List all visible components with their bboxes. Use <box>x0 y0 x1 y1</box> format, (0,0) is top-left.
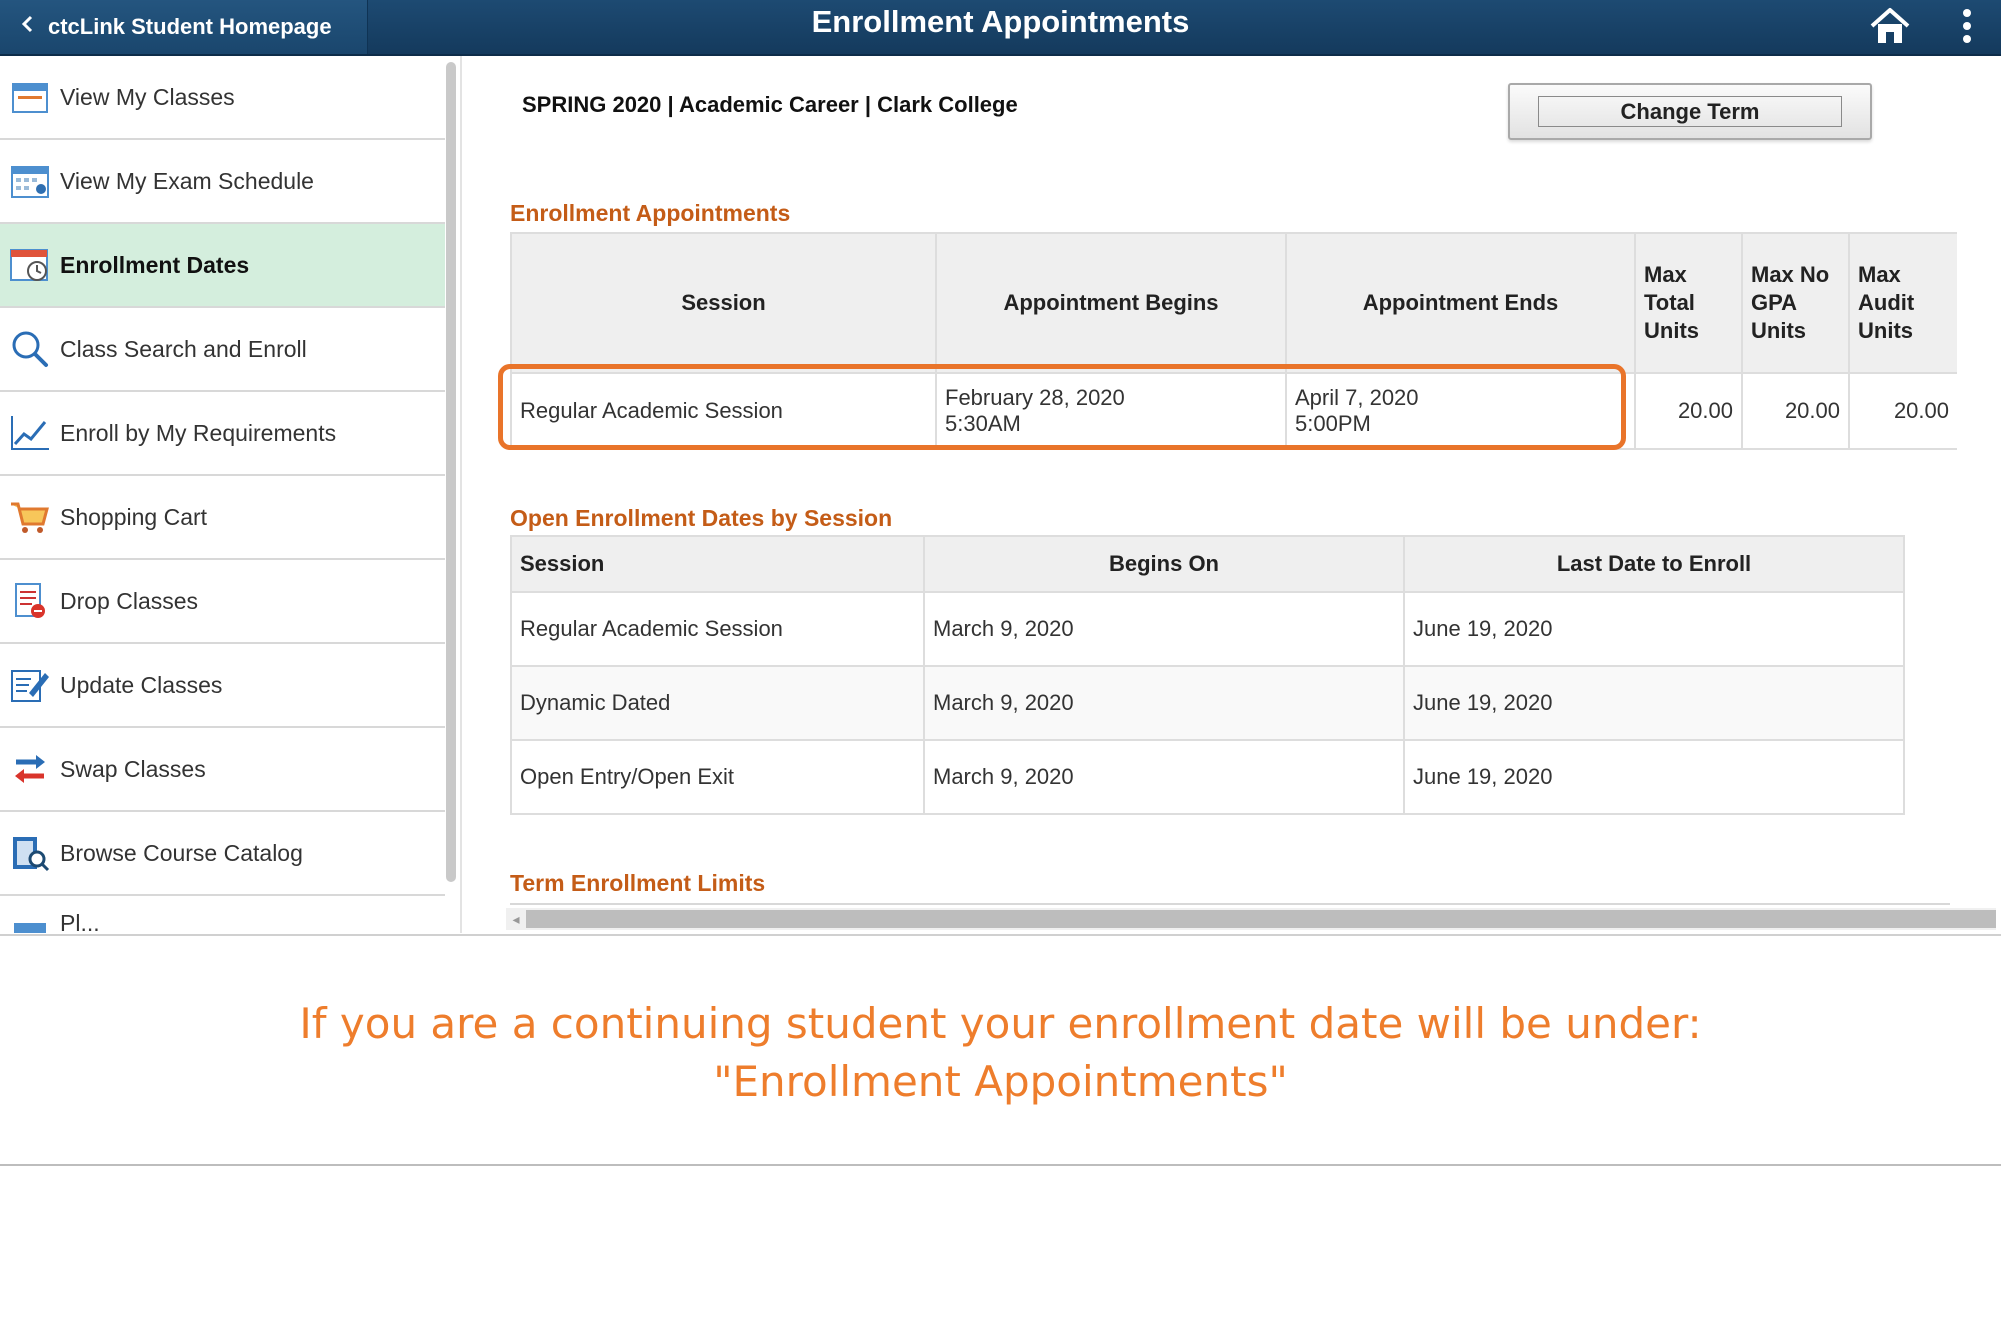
sidebar-item-browse-course-catalog[interactable] <box>0 812 445 896</box>
cell-session: Open Entry/Open Exit <box>511 740 924 814</box>
sidebar-item-label: Drop Classes <box>60 587 199 614</box>
scroll-left-icon[interactable]: ◂ <box>512 911 520 927</box>
page-title: Enrollment Appointments <box>811 4 1190 39</box>
table-header-row <box>511 233 1957 373</box>
sidebar-item-shopping-cart[interactable] <box>0 476 445 560</box>
table-row <box>511 592 1904 666</box>
back-button-label: ctcLink Student Homepage <box>48 14 332 39</box>
begins-date: February 28, 2020 <box>945 385 1125 410</box>
sidebar-item-label: Shopping Cart <box>60 503 208 530</box>
screenshot-bottom-edge <box>0 934 2001 936</box>
calendar-grid-icon <box>0 139 60 223</box>
column-header-last-date-to-enroll: Last Date to Enroll <box>1404 536 1904 592</box>
cell-max-total-units: 20.00 <box>1635 373 1742 449</box>
open-enrollment-title: Open Enrollment Dates by Session <box>510 505 893 531</box>
cell-begins-on: March 9, 2020 <box>924 740 1404 814</box>
sidebar-item-label: View My Exam Schedule <box>60 167 314 194</box>
drop-list-icon <box>0 559 60 643</box>
sidebar-item-enrollment-dates[interactable] <box>0 224 445 308</box>
column-header-session: Session <box>511 536 924 592</box>
planner-icon <box>0 910 60 933</box>
sidebar-nav <box>0 56 445 933</box>
calendar-icon <box>0 56 60 139</box>
cart-icon <box>0 475 60 559</box>
cell-appointment-ends <box>1286 373 1635 449</box>
sidebar-item-label: View My Classes <box>60 83 235 110</box>
sidebar-item-view-my-exam-schedule[interactable] <box>0 140 445 224</box>
sidebar-item-label: Pl... <box>60 910 100 933</box>
sidebar-item-label: Swap Classes <box>60 755 206 782</box>
term-enrollment-limits-title: Term Enrollment Limits <box>510 870 766 896</box>
sidebar-item-planner[interactable] <box>0 896 445 933</box>
sidebar-item-enroll-by-my-requirements[interactable] <box>0 392 445 476</box>
column-header-session: Session <box>511 233 936 373</box>
sidebar-item-swap-classes[interactable] <box>0 728 445 812</box>
sidebar-divider <box>460 56 462 933</box>
begins-time: 5:30AM <box>945 411 1021 436</box>
scrollbar-thumb[interactable] <box>526 910 1996 928</box>
sidebar-item-label: Enroll by My Requirements <box>60 419 337 446</box>
cell-appointment-begins <box>936 373 1286 449</box>
sidebar-item-label: Enrollment Dates <box>60 251 250 278</box>
instruction-caption <box>0 995 2001 1111</box>
more-vertical-icon[interactable] <box>1955 4 1979 48</box>
change-term-button[interactable] <box>1508 83 1872 140</box>
enrollment-appointments-table <box>510 232 1957 450</box>
ends-time: 5:00PM <box>1295 411 1371 436</box>
horizontal-scrollbar[interactable] <box>506 908 1996 930</box>
chart-line-icon <box>0 391 60 475</box>
cell-begins-on: March 9, 2020 <box>924 592 1404 666</box>
sidebar-item-label: Class Search and Enroll <box>60 335 307 362</box>
sidebar-item-label: Browse Course Catalog <box>60 839 303 866</box>
bottom-divider <box>0 1164 2001 1166</box>
search-icon <box>0 307 60 391</box>
table-row <box>511 740 1904 814</box>
cell-last-date: June 19, 2020 <box>1404 592 1904 666</box>
sidebar-item-class-search-and-enroll[interactable] <box>0 308 445 392</box>
change-term-label: Change Term <box>1538 96 1842 127</box>
term-context: SPRING 2020 | Academic Career | Clark College <box>522 92 1018 117</box>
cell-max-no-gpa-units: 20.00 <box>1742 373 1849 449</box>
calendar-clock-icon <box>0 223 60 307</box>
table-row <box>511 666 1904 740</box>
open-enrollment-table <box>510 535 1905 815</box>
sidebar-item-drop-classes[interactable] <box>0 560 445 644</box>
column-header-max-total-units: Max Total Units <box>1635 233 1742 373</box>
sidebar-item-view-my-classes[interactable] <box>0 56 445 140</box>
cell-session: Dynamic Dated <box>511 666 924 740</box>
app-header <box>0 0 2001 56</box>
column-header-appointment-ends: Appointment Ends <box>1286 233 1635 373</box>
caption-line-1: If you are a continuing student your enrollment date will be under: <box>299 999 1702 1048</box>
sidebar-item-label: Update Classes <box>60 671 223 698</box>
cell-last-date: June 19, 2020 <box>1404 740 1904 814</box>
cell-session: Regular Academic Session <box>511 592 924 666</box>
cell-session: Regular Academic Session <box>511 373 936 449</box>
column-header-appointment-begins: Appointment Begins <box>936 233 1286 373</box>
swap-arrows-icon <box>0 727 60 811</box>
cell-begins-on: March 9, 2020 <box>924 666 1404 740</box>
ends-date: April 7, 2020 <box>1295 385 1419 410</box>
chevron-left-icon <box>8 14 48 40</box>
table-row <box>511 373 1957 449</box>
edit-icon <box>0 643 60 727</box>
back-to-homepage-button[interactable] <box>0 0 368 54</box>
cell-last-date: June 19, 2020 <box>1404 666 1904 740</box>
home-icon[interactable] <box>1868 6 1912 46</box>
column-header-max-audit-units: Max Audit Units <box>1849 233 1957 373</box>
enrollment-appointments-title: Enrollment Appointments <box>510 200 791 226</box>
catalog-search-icon <box>0 811 60 895</box>
caption-line-2: "Enrollment Appointments" <box>713 1057 1288 1106</box>
cell-max-audit-units: 20.00 <box>1849 373 1957 449</box>
sidebar-item-update-classes[interactable] <box>0 644 445 728</box>
column-header-max-no-gpa-units: Max No GPA Units <box>1742 233 1849 373</box>
table-header-row <box>511 536 1904 592</box>
column-header-begins-on: Begins On <box>924 536 1404 592</box>
term-limits-table-edge <box>510 903 1950 905</box>
sidebar-scrollbar[interactable] <box>446 62 456 882</box>
